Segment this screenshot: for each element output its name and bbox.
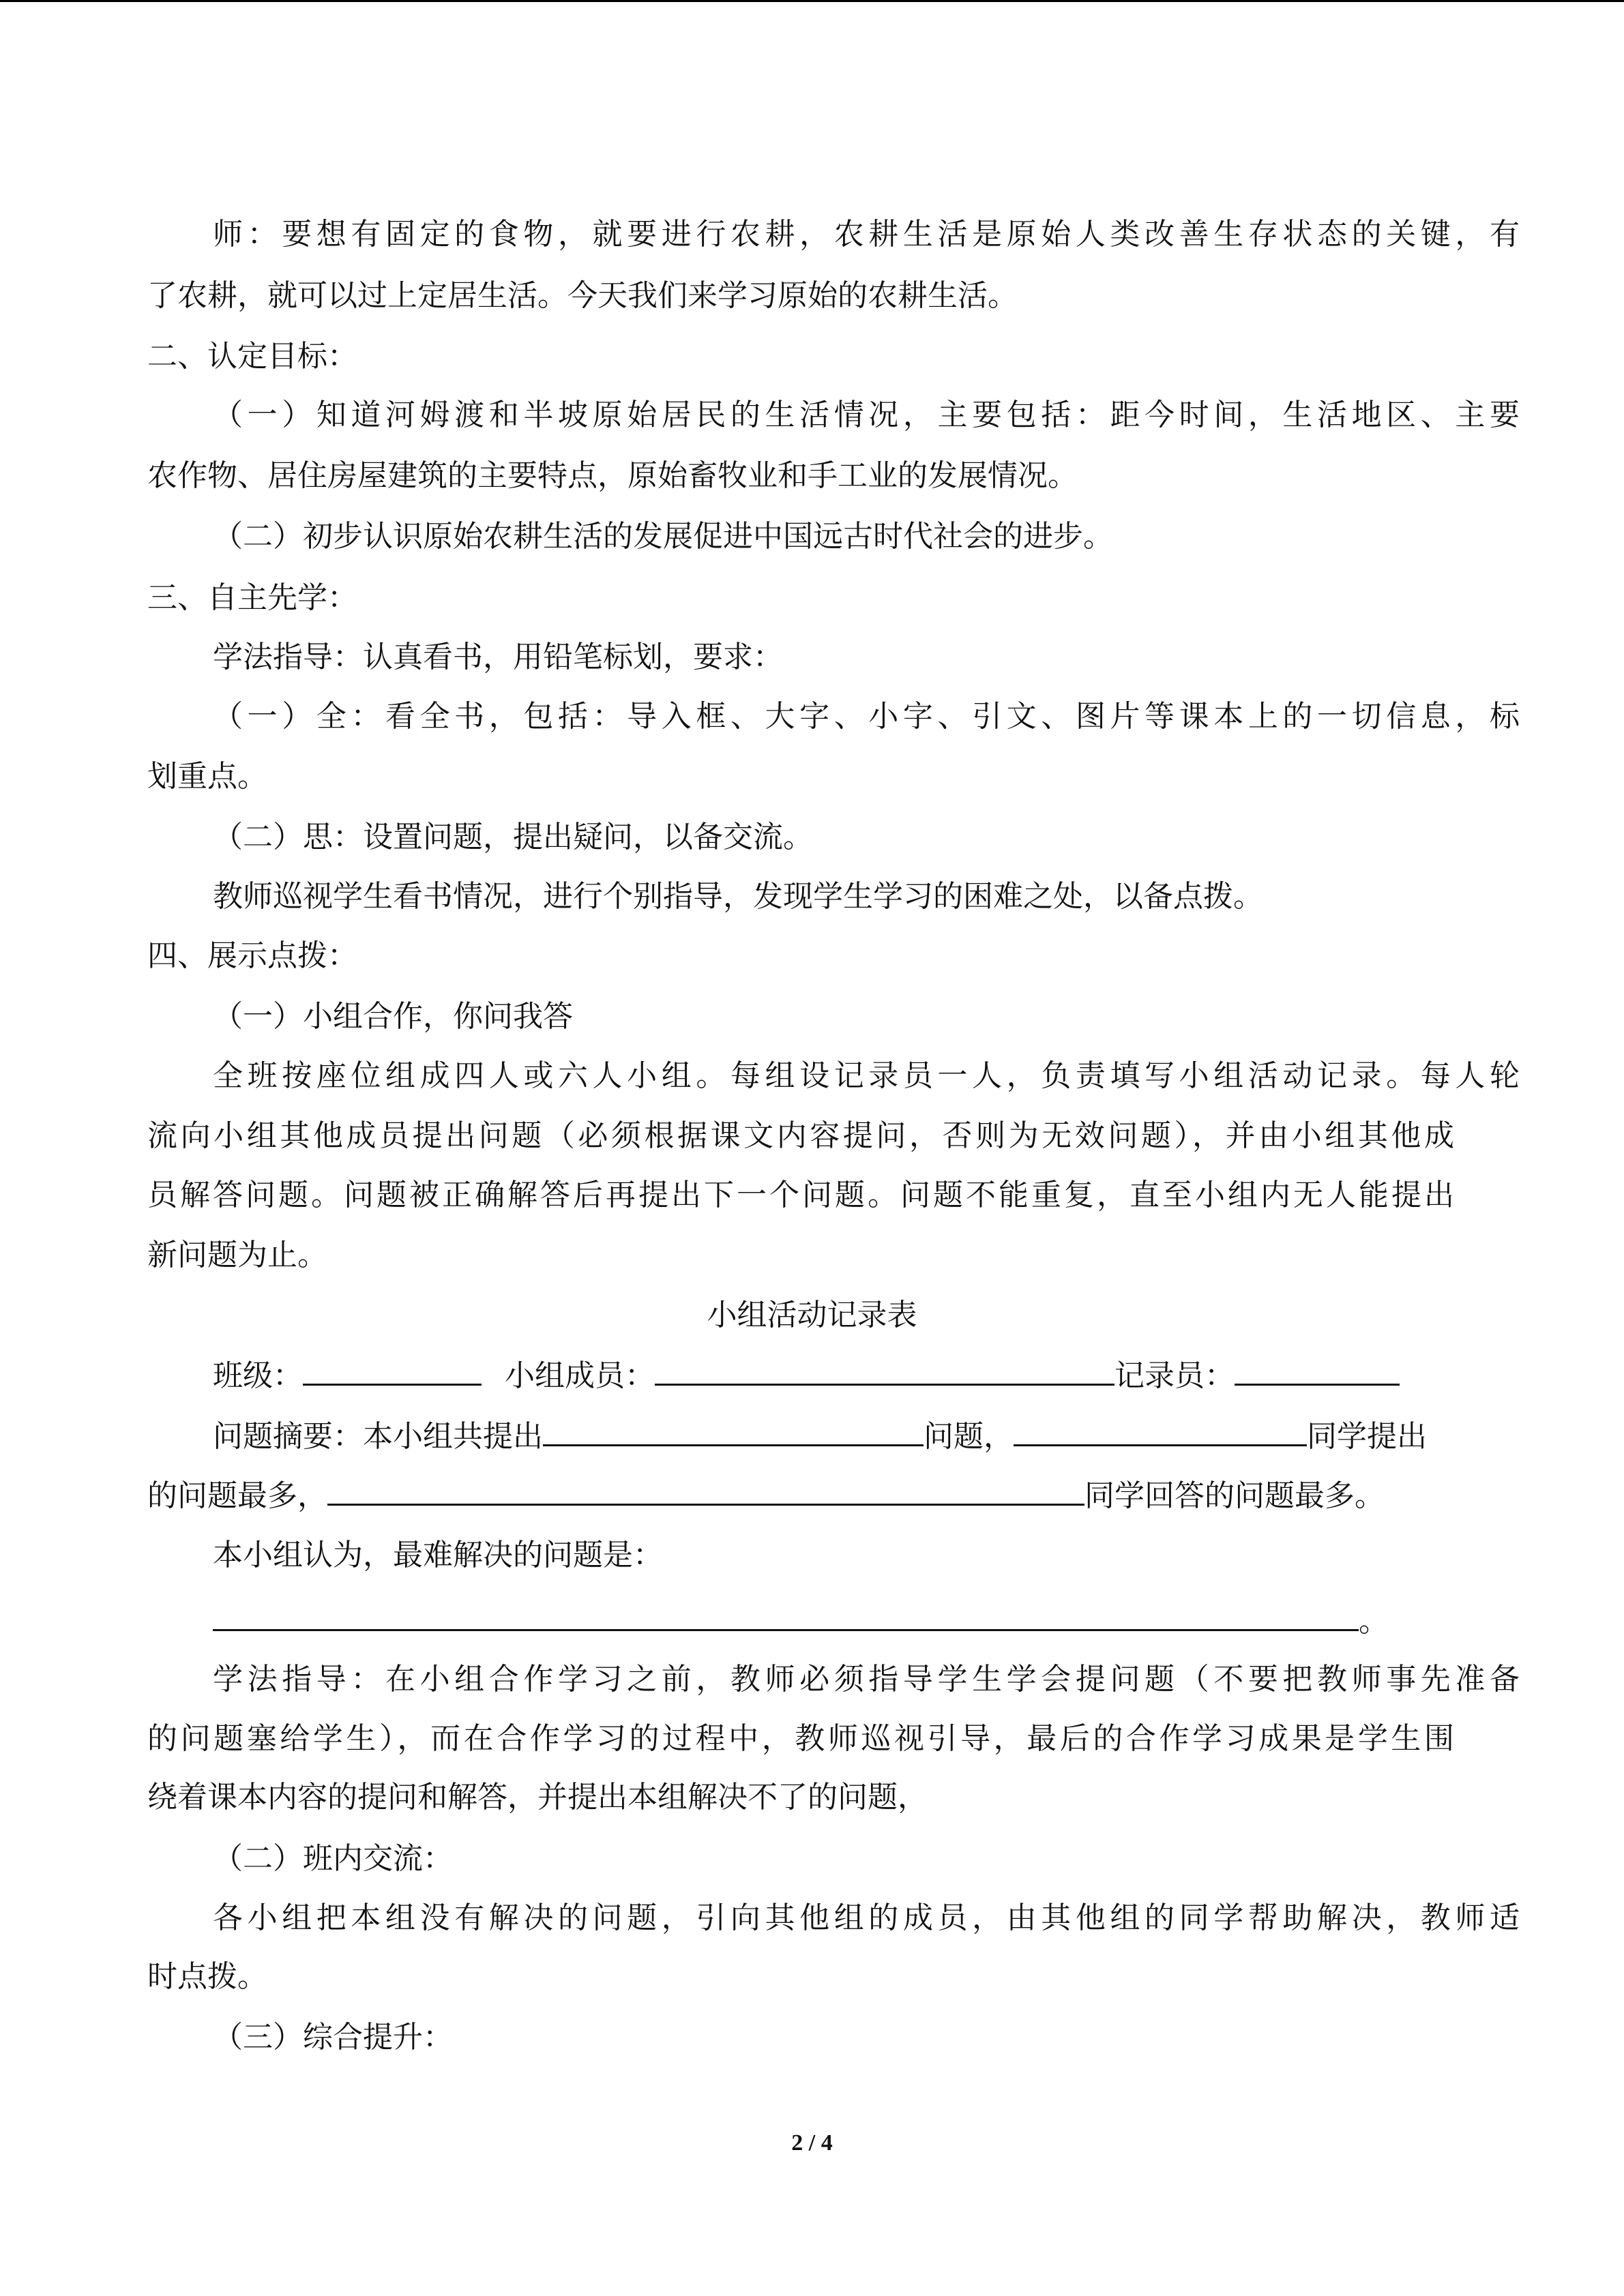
section-heading-self-study: 三、自主先学：	[147, 580, 357, 615]
section-heading-presentation: 四、展示点拨：	[147, 938, 357, 973]
intro-paragraph-line-2: 了农耕，就可以过上定居生活。今天我们来学习原始的农耕生活。	[147, 278, 1018, 313]
method-2-line-2: 的问题塞给学生），而在合作学习的过程中，教师巡视引导，最后的合作学习成果是学生围	[147, 1721, 1454, 1756]
section-heading-goals: 二、认定目标：	[147, 339, 357, 374]
members-label: 小组成员：	[505, 1358, 655, 1393]
requirement-2: （二）思：设置问题，提出疑问，以备交流。	[213, 820, 813, 854]
teacher-patrol-paragraph: 教师巡视学生看书情况，进行个别指导，发现学生学习的困难之处，以备点拨。	[213, 879, 1263, 914]
top-border-line	[0, 0, 1624, 2]
most-asked-student-blank[interactable]	[1014, 1414, 1307, 1446]
most-answered-suffix: 同学回答的问题最多。	[1084, 1478, 1385, 1513]
recorder-blank[interactable]	[1235, 1354, 1400, 1386]
recorder-label: 记录员：	[1114, 1358, 1235, 1393]
page-number: 2 / 4	[791, 2130, 833, 2156]
group-paragraph-line-3: 员解答问题。问题被正确解答后再提出下一个问题。问题不能重复，直至小组内无人能提出	[147, 1178, 1454, 1212]
summary-label: 问题摘要：本小组共提出	[213, 1419, 543, 1454]
record-form-row-3	[147, 1474, 1385, 1517]
hardest-question-blank[interactable]	[213, 1599, 1359, 1631]
subheading-comprehensive-improvement: （三）综合提升：	[213, 2020, 453, 2055]
hardest-question-label: 本小组认为，最难解决的问题是：	[213, 1538, 663, 1572]
most-answered-student-blank[interactable]	[327, 1474, 1084, 1506]
question-count-blank[interactable]	[543, 1414, 924, 1446]
group-paragraph-line-2: 流向小组其他成员提出问题（必须根据课文内容提问，否则为无效问题），并由小组其他成	[147, 1118, 1454, 1153]
subheading-group-cooperation: （一）小组合作，你问我答	[213, 999, 573, 1034]
end-mark: 。	[1359, 1604, 1389, 1639]
record-form-row-1	[213, 1354, 1400, 1397]
record-form-row-2	[213, 1414, 1427, 1457]
most-asked-suffix: 同学提出	[1307, 1419, 1427, 1454]
method-2-line-1: 学法指导：在小组合作学习之前，教师必须指导学生学会提问题（不要把教师事先准备	[213, 1662, 1520, 1697]
goal-1-line-1: （一）知道河姆渡和半坡原始居民的生活情况，主要包括：距今时间，生活地区、主要	[213, 398, 1520, 432]
group-paragraph-line-1: 全班按座位组成四人或六人小组。每组设记录员一人，负责填写小组活动记录。每人轮	[213, 1058, 1520, 1093]
requirement-1-line-2: 划重点。	[147, 759, 267, 794]
exchange-paragraph-line-1: 各小组把本组没有解决的问题，引向其他组的成员，由其他组的同学帮助解决，教师适	[213, 1900, 1520, 1935]
intro-paragraph-line-1: 师：要想有固定的食物，就要进行农耕，农耕生活是原始人类改善生存状态的关键，有	[213, 217, 1520, 252]
study-method-guidance: 学法指导：认真看书，用铅笔标划，要求：	[213, 640, 783, 674]
group-paragraph-line-4: 新问题为止。	[147, 1238, 327, 1272]
record-form-title: 小组活动记录表	[707, 1298, 917, 1332]
exchange-paragraph-line-2: 时点拨。	[147, 1959, 267, 1994]
goal-2: （二）初步认识原始农耕生活的发展促进中国远古时代社会的进步。	[213, 519, 1113, 554]
requirement-1-line-1: （一）全：看全书，包括：导入框、大字、小字、引文、图片等课本上的一切信息，标	[213, 699, 1520, 734]
subheading-class-exchange: （二）班内交流：	[213, 1841, 453, 1876]
method-2-line-3: 绕着课本内容的提问和解答，并提出本组解决不了的问题，	[147, 1780, 928, 1815]
questions-word: 问题，	[924, 1419, 1014, 1454]
record-form-row-hardest	[213, 1599, 1389, 1642]
class-blank[interactable]	[303, 1354, 482, 1386]
goal-1-line-2: 农作物、居住房屋建筑的主要特点，原始畜牧业和手工业的发展情况。	[147, 458, 1078, 493]
members-blank[interactable]	[655, 1354, 1114, 1386]
most-asked-tail: 的问题最多，	[147, 1478, 327, 1513]
class-label: 班级：	[213, 1358, 303, 1393]
